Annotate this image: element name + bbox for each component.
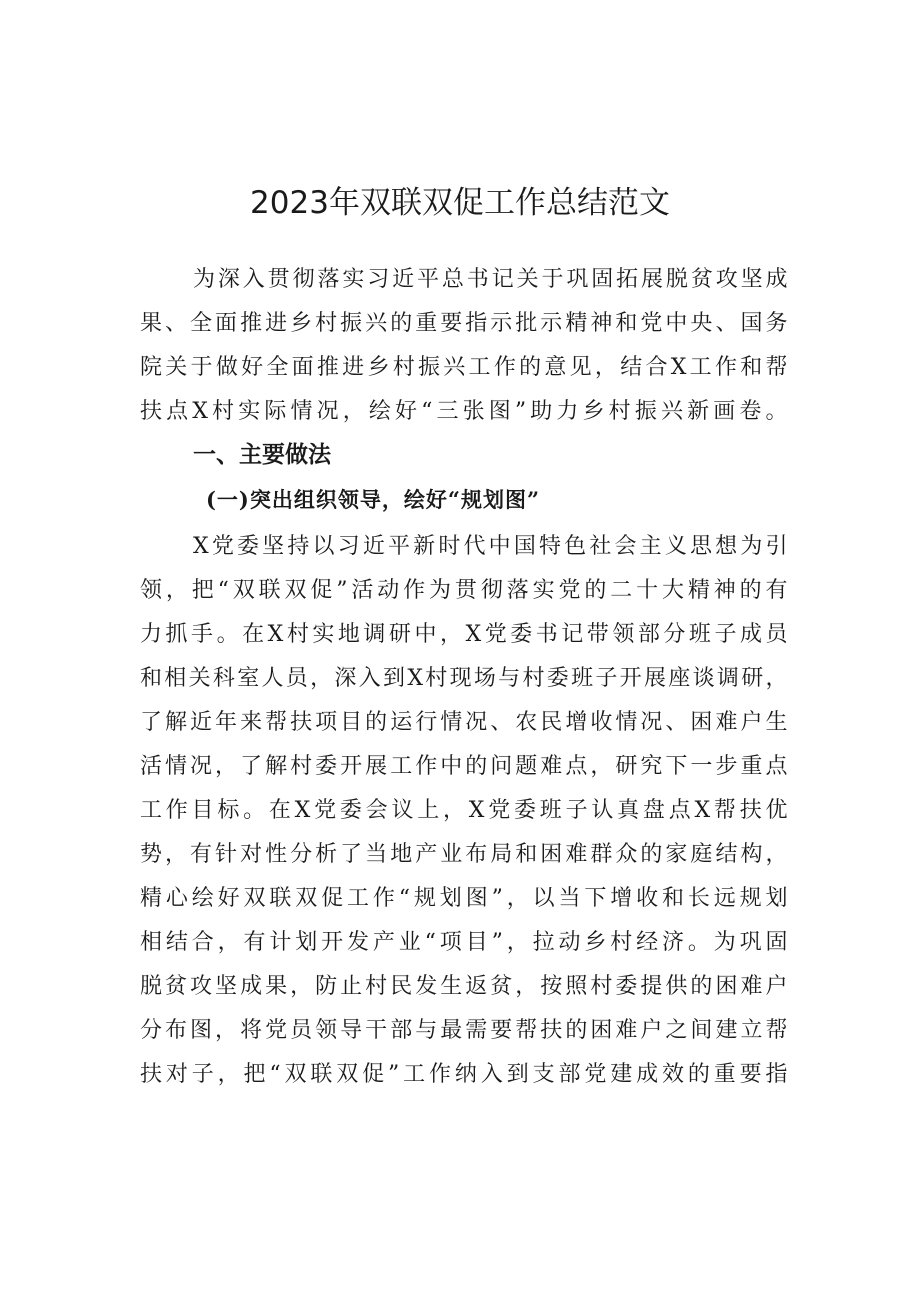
body-line: 分布图，将党员领导干部与最需要帮扶的困难户之间建立帮 — [140, 1018, 788, 1043]
body-line: 工作目标。在X党委会议上，X党委班子认真盘点X帮扶优 — [140, 798, 788, 823]
body-line: 了解近年来帮扶项目的运行情况、农民增收情况、困难户生 — [140, 710, 788, 735]
intro-line: 果、全面推进乡村振兴的重要指示批示精神和党中央、国务 — [140, 311, 788, 336]
body-line: 领，把“双联双促”活动作为贯彻落实党的二十大精神的有 — [140, 578, 788, 603]
intro-line: 为深入贯彻落实习近平总书记关于巩固拓展脱贫攻坚成 — [193, 267, 788, 292]
section-heading: 一、主要做法 — [193, 442, 331, 468]
body-line: X党委坚持以习近平新时代中国特色社会主义思想为引 — [193, 534, 788, 559]
document-title: 2023年双联双促工作总结范文 — [250, 185, 670, 221]
body-line: 脱贫攻坚成果，防止村民发生返贫，按照村委提供的困难户 — [140, 974, 788, 999]
body-line: 活情况，了解村委开展工作中的问题难点，研究下一步重点 — [140, 754, 788, 779]
body-line: 和相关科室人员，深入到X村现场与村委班子开展座谈调研， — [140, 666, 788, 691]
body-line: 精心绘好双联双促工作“规划图”，以当下增收和长远规划 — [140, 886, 788, 911]
body-line: 相结合，有计划开发产业“项目”，拉动乡村经济。为巩固 — [140, 930, 788, 955]
body-line: 势，有针对性分析了当地产业布局和困难群众的家庭结构， — [140, 842, 788, 867]
intro-line: 扶点X村实际情况，绘好“三张图”助力乡村振兴新画卷。 — [140, 399, 788, 424]
body-line: 力抓手。在X村实地调研中，X党委书记带领部分班子成员 — [140, 622, 788, 647]
intro-line: 院关于做好全面推进乡村振兴工作的意见，结合X工作和帮 — [140, 355, 788, 380]
subsection-heading: (一)突出组织领导，绘好“规划图” — [206, 487, 541, 512]
body-line: 扶对子，把“双联双促”工作纳入到支部党建成效的重要指 — [140, 1062, 788, 1087]
